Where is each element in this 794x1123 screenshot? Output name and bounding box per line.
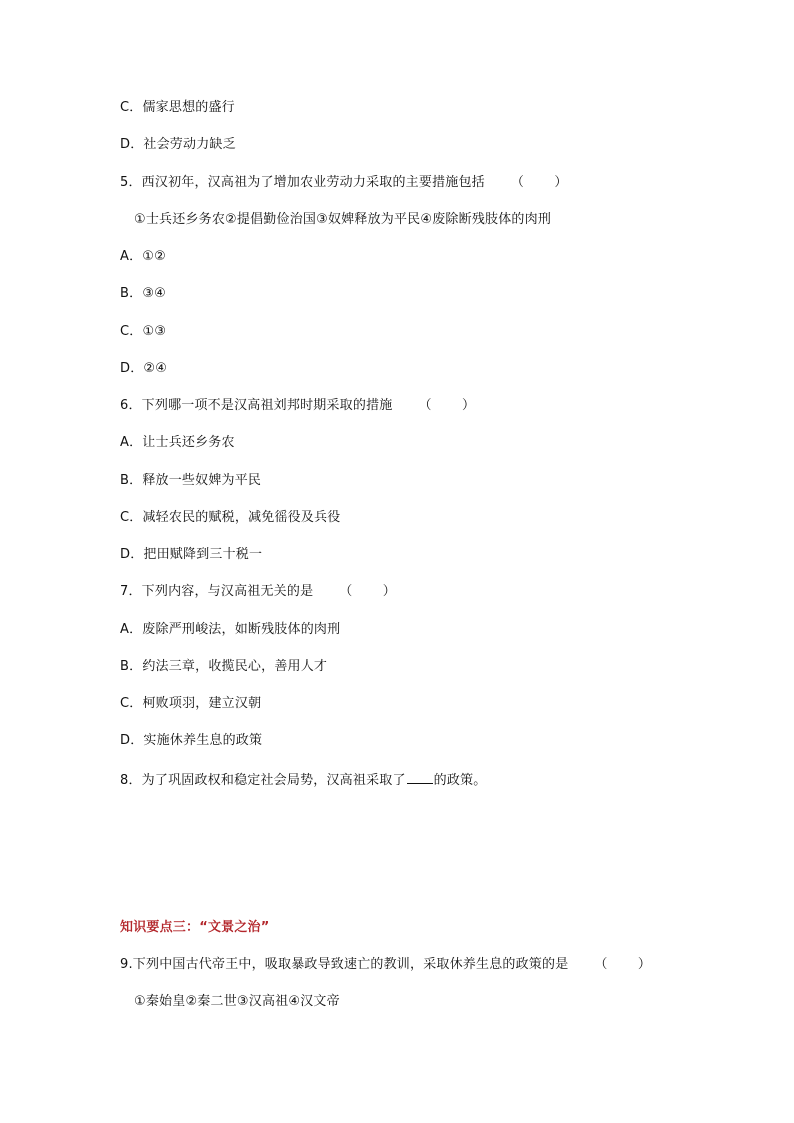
q7-option-d: D．实施休养生息的政策 (120, 733, 263, 748)
q7-option-c: C．柯败项羽，建立汉朝 (120, 696, 262, 711)
q5-option-c: C．①③ (120, 324, 167, 339)
q8-stem (120, 771, 486, 790)
q5-option-a: A．①② (120, 249, 167, 264)
q9-stem: 9.下列中国古代帝王中，吸取暴政导致速亡的教训，采取休养生息的政策的是 （ ） (120, 957, 652, 972)
q6-option-d: D．把田赋降到三十税一 (120, 547, 263, 562)
q8-answer-blank[interactable] (407, 771, 433, 784)
q9-statements: ①秦始皇②秦二世③汉高祖④汉文帝 (134, 994, 340, 1009)
q8-stem-before: 8．为了巩固政权和稳定社会局势，汉高祖采取了 (120, 773, 406, 788)
q7-stem: 7．下列内容，与汉高祖无关的是 （ ） (120, 584, 396, 599)
q5-option-d: D．②④ (120, 361, 168, 376)
q6-option-b: B．释放一些奴婢为平民 (120, 473, 262, 488)
section-heading: 知识要点三：“文景之治” (120, 920, 270, 935)
q5-statements: ①士兵还乡务农②提倡勤俭治国③奴婢释放为平民④废除断残肢体的肉刑 (134, 212, 552, 227)
q6-option-c: C．减轻农民的赋税，减免徭役及兵役 (120, 510, 341, 525)
q8-stem-after: 的政策。 (433, 773, 487, 788)
q5-option-b: B．③④ (120, 286, 167, 301)
q6-stem: 6．下列哪一项不是汉高祖刘邦时期采取的措施 （ ） (120, 398, 476, 413)
q7-option-a: A．废除严刑峻法，如断残肢体的肉刑 (120, 622, 341, 637)
q4-option-c: C．儒家思想的盛行 (120, 100, 235, 115)
q7-option-b: B．约法三章，收揽民心，善用人才 (120, 659, 328, 674)
q5-stem: 5．西汉初年，汉高祖为了增加农业劳动力采取的主要措施包括 （ ） (120, 175, 568, 190)
q6-option-a: A．让士兵还乡务农 (120, 435, 235, 450)
q4-option-d: D．社会劳动力缺乏 (120, 137, 236, 152)
